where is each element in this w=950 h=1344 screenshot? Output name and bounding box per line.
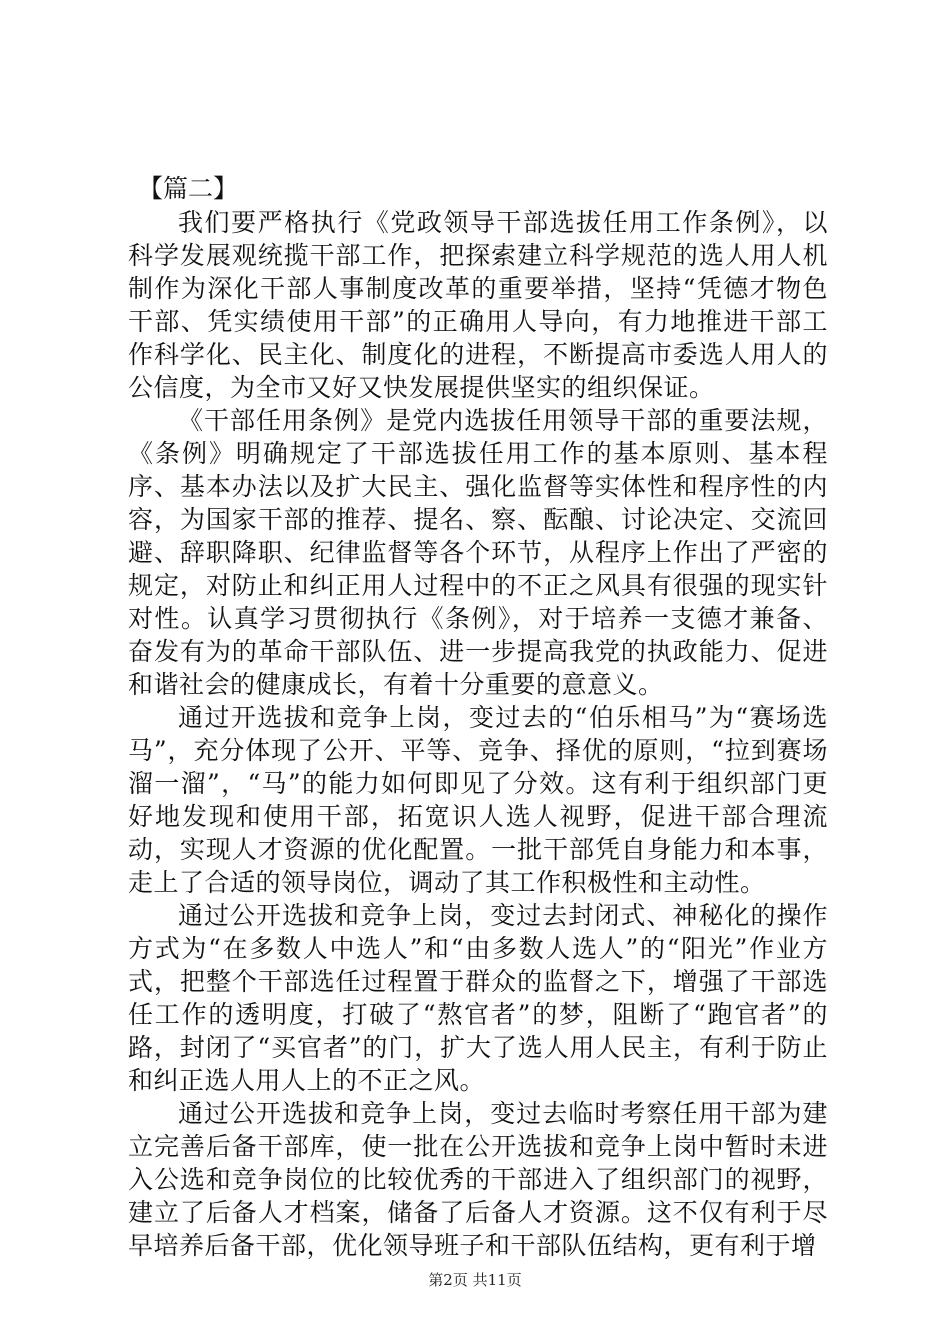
- section-heading: 【篇二】: [138, 174, 239, 203]
- paragraph-2: 《干部任用条例》是党内选拔任用领导干部的重要法规，《条例》明确规定了干部选拔任用工作的基本原则、基本程序、基本办法以及扩大民主、强化监督等实体性和程序性的内容，为国家干部的推荐、提名、察、酝酿、讨论决定、交流回避、辞职降职、纪律监督等各个环节，从程序上作出了严密的规定，对防止和纠正用人过程中的不正之风具有很强的现实针对性。认真学习贯彻执行《条例》，对于培养一支德才兼备、奋发有为的革命干部队伍、进一步提高我党的执政能力、促进和谐社会的健康成长，有着十分重要的意意义。: [128, 406, 828, 699]
- paragraph-5: 通过公开选拔和竞争上岗，变过去临时考察任用干部为建立完善后备干部库，使一批在公开选拔和竞争上岗中暂时未进入公选和竞争岗位的比较优秀的干部进入了组织部门的视野，建立了后备人才档案，储备了后备人才资源。这不仅有利于尽早培养后备干部，优化领导班子和干部队伍结构，更有利于增: [128, 1099, 828, 1260]
- document-body: [128, 172, 828, 1262]
- paragraph-3: 通过开选拔和竞争上岗，变过去的“伯乐相马”为“赛场选马”，充分体现了公开、平等、竞争、择优的原则，“拉到赛场溜一溜”，“马”的能力如何即见了分效。这有利于组织部门更好地发现和使用干部，拓宽识人选人视野，促进干部合理流动，实现人才资源的优化配置。一批干部凭自身能力和本事，走上了合适的领导岗位，调动了其工作积极性和主动性。: [128, 703, 828, 897]
- page-footer: 第2页 共11页: [428, 1271, 522, 1289]
- paragraph-4: 通过公开选拔和竞争上岗，变过去封闭式、神秘化的操作方式为“在多数人中选人”和“由多数人选人”的“阳光”作业方式，把整个干部选任过程置于群众的监督之下，增强了干部选任工作的透明度，打破了“熬官者”的梦，阻断了“跑官者”的路，封闭了“买官者”的门，扩大了选人用人民主，有利于防止和纠正选人用人上的不正之风。: [128, 901, 828, 1095]
- paragraph-1: 我们要严格执行《党政领导干部选拔任用工作条例》，以科学发展观统揽干部工作，把探索建立科学规范的选人用人机制作为深化干部人事制度改革的重要举措，坚持“凭德才物色干部、凭实绩使用干部”的正确用人导向，有力地推进干部工作科学化、民主化、制度化的进程，不断提高市委选人用人的公信度，为全市又好又快发展提供坚实的组织保证。: [128, 208, 828, 402]
